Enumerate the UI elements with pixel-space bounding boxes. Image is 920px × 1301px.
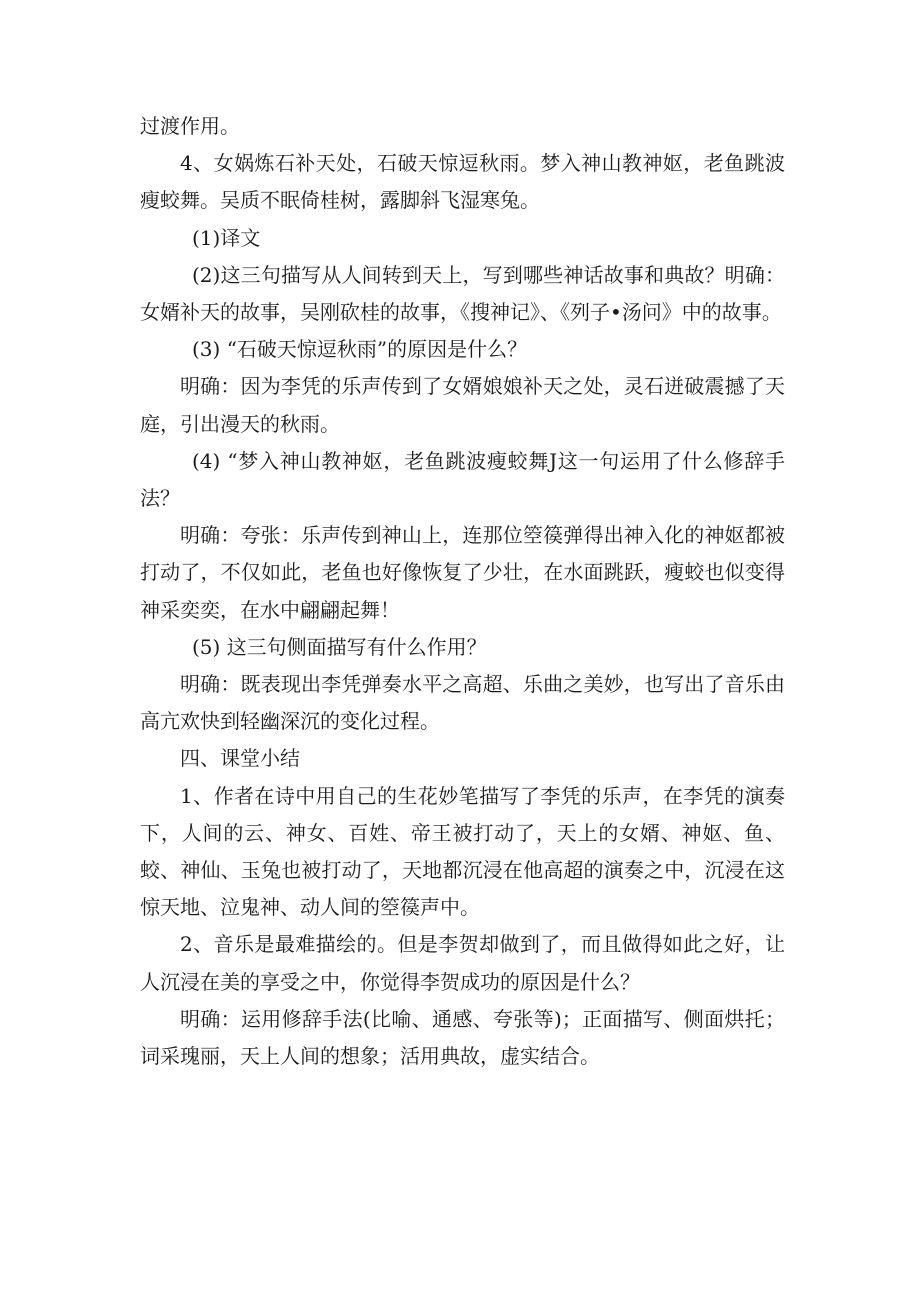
paragraph-sub-2: (2)这三句描写从人间转到天上，写到哪些神话故事和典故？明确：女婿补天的故事，吴刚砍桂的故事，《搜神记》、《列子•汤问》中的故事。 — [140, 262, 785, 325]
paragraph-sub-5: (5) 这三句侧面描写有什么作用？ — [192, 634, 487, 659]
paragraph-summary-2: 2、音乐是最难描绘的。但是李贺却做到了，而且做得如此之好，让人沉浸在美的享受之中，你觉得李贺成功的原因是什么？ — [140, 932, 785, 994]
section-heading-summary: 四、课堂小结 — [180, 746, 300, 771]
paragraph-sub-4: (4) “梦入神山教神妪，老鱼跳波瘦蛟舞J这一句运用了什么修辞手法？ — [140, 448, 785, 511]
paragraph-summary-answer: 明确：运用修辞手法(比喻、通感、夸张等)；正面描写、侧面烘托；词采瑰丽，天上人间的想象；活用典故，虚实结合。 — [140, 1006, 785, 1069]
paragraph-sub-1: (1)译文 — [192, 225, 261, 250]
paragraph-item-4-poem: 4、女娲炼石补天处，石破天惊逗秋雨。梦入神山教神妪，老鱼跳波瘦蛟舞。吴质不眠倚桂树，露脚斜飞湿寒兔。 — [140, 151, 785, 213]
paragraph-answer-5: 明确：既表现出李凭弹奏水平之高超、乐曲之美妙，也写出了音乐由高亢欢快到轻幽深沉的变化过程。 — [140, 672, 785, 734]
paragraph-continuation: 过渡作用。 — [140, 114, 240, 138]
paragraph-sub-3: (3) “石破天惊逗秋雨”的原因是什么？ — [192, 337, 528, 362]
body-text — [140, 108, 785, 1075]
paragraph-answer-3: 明确：因为李凭的乐声传到了女婿娘娘补天之处，灵石迸破震撼了天庭，引出漫天的秋雨。 — [140, 374, 785, 436]
paragraph-summary-1: 1、作者在诗中用自己的生花妙笔描写了李凭的乐声，在李凭的演奏下，人间的云、神女、百姓、帝王被打动了，天上的女婿、神妪、鱼、蛟、神仙、玉兔也被打动了，天地都沉浸在他高超的演奏之中，沉浸在这惊天地、泣鬼神、动人间的箜篌声中。 — [140, 783, 785, 920]
paragraph-answer-4: 明确：夸张：乐声传到神山上，连那位箜篌弹得出神入化的神妪都被打动了，不仅如此，老鱼也好像恢复了少壮，在水面跳跃，瘦蛟也似变得神采奕奕，在水中翩翩起舞！ — [140, 523, 785, 622]
